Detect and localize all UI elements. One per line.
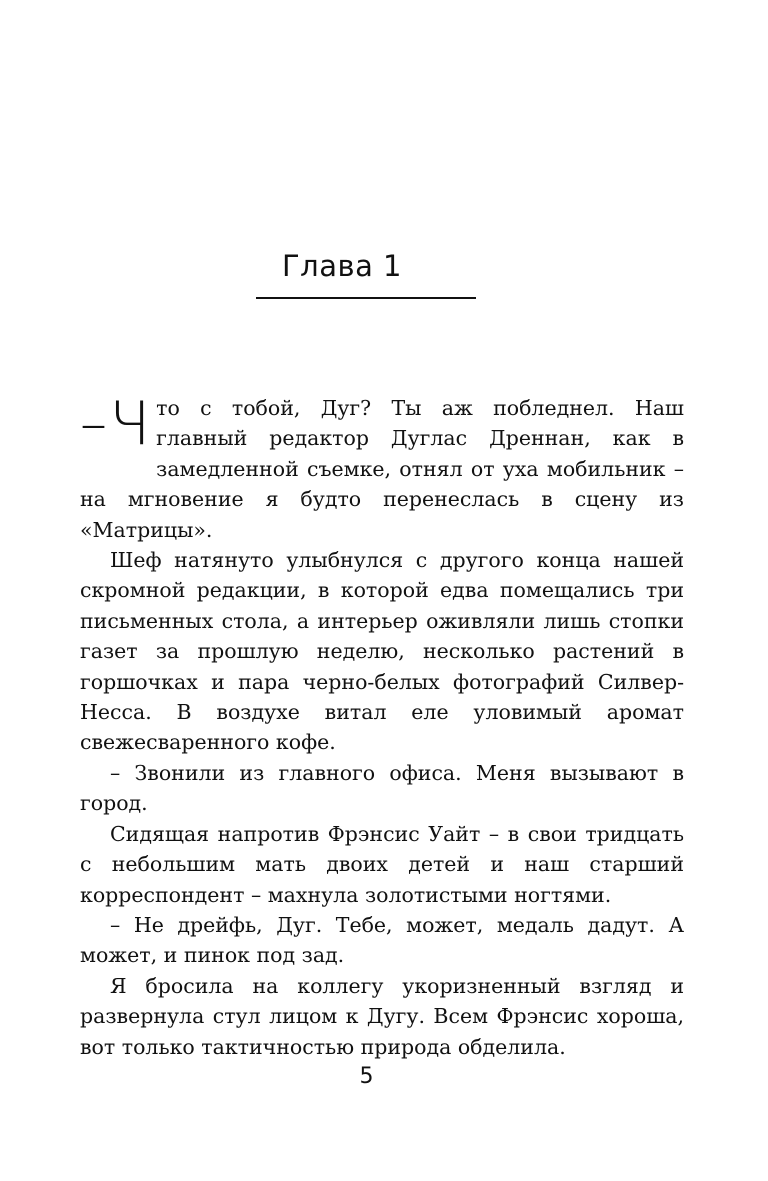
drop-cap-letter: Ч <box>109 389 151 459</box>
chapter-divider <box>256 297 476 299</box>
body-text <box>80 389 684 1062</box>
chapter-title: Глава 1 <box>281 249 403 283</box>
page-number: 5 <box>359 1064 374 1089</box>
drop-cap <box>80 389 151 459</box>
paragraph-text: то с тобой, Дуг? Ты аж побледнел. Наш главный редактор Дуглас Дреннан, как в замедленной съемке, отнял от уха мобильник – на мгновение я будто перенеслась в сцену из «Матрицы». <box>80 396 684 542</box>
paragraph-6: Я бросила на коллегу укоризненный взгляд и развернула стул лицом к Дугу. Всем Фрэнсис хороша, вот только тактичностью природа обделила. <box>80 973 684 1059</box>
paragraph-2: Шеф натянуто улыбнулся с другого конца нашей скромной редакции, в которой едва помещались три письменных стола, а интерьер оживляли лишь стопки газет за прошлую неделю, несколько растений в горшочках и пара черно-белых фотографий Силвер-Несса. В воздухе витал еле уловимый аромат свежесваренного кофе. <box>80 548 684 755</box>
paragraph-1 <box>80 389 684 545</box>
paragraph-5: – Не дрейфь, Дуг. Тебе, может, медаль дадут. А может, и пинок под зад. <box>80 912 684 968</box>
paragraph-3: – Звонили из главного офиса. Меня вызывают в город. <box>80 760 684 816</box>
drop-cap-dash: – <box>80 392 107 455</box>
paragraph-4: Сидящая напротив Фрэнсис Уайт – в свои тридцать с небольшим мать двоих детей и наш старший корреспондент – махнула золотистыми ногтями. <box>80 821 684 907</box>
